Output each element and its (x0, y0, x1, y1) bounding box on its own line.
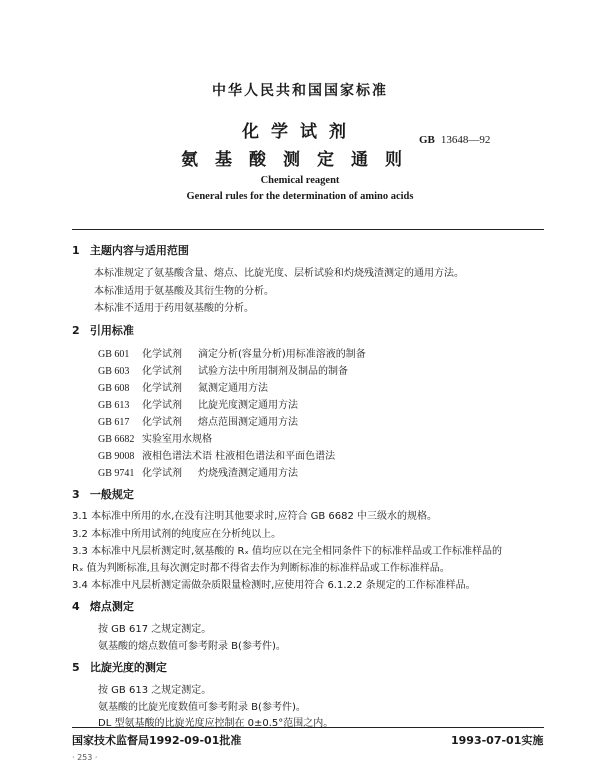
standard-code: 13648—92 (440, 134, 491, 146)
english-title: Chemical reagent (260, 175, 340, 186)
section-4-heading (72, 598, 134, 614)
paragraph: 按 GB 617 之规定测定。 (98, 624, 212, 635)
national-standard-label: 中华人民共和国国家标准 (212, 83, 388, 99)
section-title: 主题内容与适用范围 (89, 244, 189, 257)
reference-category: 化学试剂 (142, 383, 182, 394)
reference-code: GB 613 (98, 400, 130, 411)
reference-name: 试验方法中所用制剂及制品的制备 (198, 366, 348, 377)
section-title: 比旋光度的测定 (89, 661, 167, 674)
reference-name: 氮测定通用方法 (198, 383, 268, 394)
reference-item (98, 413, 298, 428)
reference-code: GB 608 (98, 383, 130, 394)
reference-code: GB 601 (98, 349, 130, 360)
reference-name: 液相色谱法术语 柱液相色谱法和平面色谱法 (142, 451, 336, 462)
footer-divider (72, 727, 544, 728)
document-title: 化学试剂 (242, 122, 358, 142)
page-number: · 253 · (72, 753, 98, 762)
section-5-heading (72, 659, 167, 675)
document-subtitle: 氨基酸测定通则 (181, 150, 419, 170)
reference-item (98, 464, 298, 479)
reference-category: 化学试剂 (142, 366, 182, 377)
reference-item (98, 379, 268, 394)
reference-item (98, 396, 298, 411)
section-1-heading (72, 242, 189, 258)
header-divider (72, 229, 544, 230)
effective-date: 1993-07-01实施 (451, 734, 544, 747)
paragraph: 按 GB 613 之规定测定。 (98, 685, 212, 696)
reference-item (98, 430, 212, 445)
standard-number (419, 134, 490, 146)
reference-category: 化学试剂 (142, 400, 182, 411)
section-number: 3 (72, 488, 80, 501)
paragraph: DL 型氨基酸的比旋光度应控制在 0±0.5°范围之内。 (98, 718, 334, 729)
section-number: 5 (72, 661, 80, 674)
clause-3-4: 3.4 本标准中凡层析测定需做杂质限量检测时,应使用符合 6.1.2.2 条规定的工作标准样品。 (72, 580, 476, 591)
clause-3-3: 3.3 本标准中凡层析测定时,氨基酸的 Rₓ 值均应以在完全相同条件下的标准样品或工作标准样品的 (72, 546, 503, 557)
paragraph: 本标准适用于氨基酸及其衍生物的分析。 (94, 286, 274, 297)
section-title: 引用标准 (89, 324, 134, 337)
reference-name: 滴定分析(容量分析)用标准溶液的制备 (198, 349, 366, 360)
reference-item (98, 447, 335, 462)
reference-name: 实验室用水规格 (142, 434, 212, 445)
reference-code: GB 603 (98, 366, 130, 377)
reference-code: GB 9741 (98, 468, 135, 479)
paragraph: 氨基酸的熔点数值可参考附录 B(参考件)。 (98, 641, 286, 652)
reference-code: GB 9008 (98, 451, 135, 462)
reference-category: 化学试剂 (142, 468, 182, 479)
approval-date: 国家技术监督局1992-09-01批准 (72, 734, 242, 747)
section-title: 熔点测定 (89, 600, 134, 613)
paragraph: 本标准不适用于药用氨基酸的分析。 (94, 303, 254, 314)
english-subtitle: General rules for the determination of amino acids (186, 191, 414, 202)
section-2-heading (72, 322, 134, 338)
reference-item (98, 362, 348, 377)
reference-name: 熔点范围测定通用方法 (198, 417, 298, 428)
reference-category: 化学试剂 (142, 417, 182, 428)
paragraph: 本标准规定了氨基酸含量、熔点、比旋光度、层析试验和灼烧残渣测定的通用方法。 (94, 268, 464, 279)
reference-code: GB 6682 (98, 434, 135, 445)
section-title: 一般规定 (89, 488, 134, 501)
section-number: 4 (72, 600, 80, 613)
standard-prefix: GB (419, 134, 435, 146)
reference-code: GB 617 (98, 417, 130, 428)
paragraph: 氨基酸的比旋光度数值可参考附录 B(参考件)。 (98, 702, 306, 713)
reference-name: 比旋光度测定通用方法 (198, 400, 298, 411)
reference-category: 化学试剂 (142, 349, 182, 360)
section-3-heading (72, 486, 134, 502)
clause-3-3-continued: Rₓ 值为判断标准,且每次测定时都不得省去作为判断标准的标准样品或工作标准样品。 (72, 563, 450, 574)
reference-name: 灼烧残渣测定通用方法 (198, 468, 298, 479)
reference-item (98, 345, 366, 360)
section-number: 2 (72, 324, 80, 337)
section-number: 1 (72, 244, 80, 257)
clause-3-2: 3.2 本标准中所用试剂的纯度应在分析纯以上。 (72, 529, 282, 540)
clause-3-1: 3.1 本标准中所用的水,在没有注明其他要求时,应符合 GB 6682 中三级水的规格。 (72, 511, 438, 522)
